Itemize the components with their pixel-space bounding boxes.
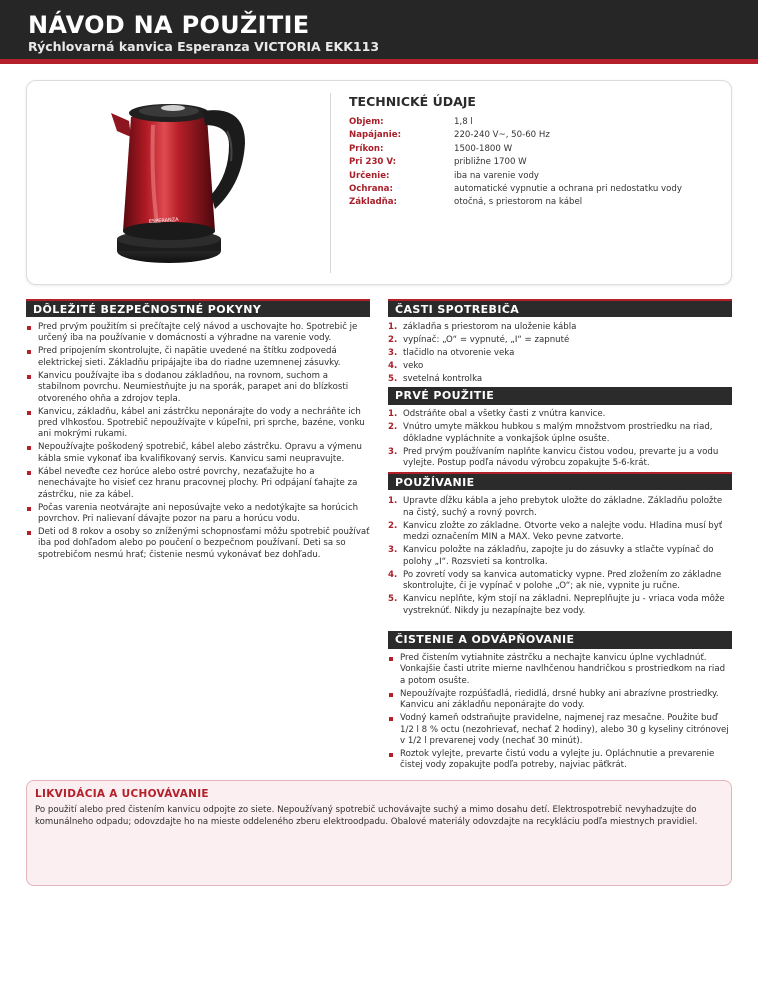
item-text: základňa s priestorom na uloženie kábla xyxy=(403,322,577,332)
cleaning-section-heading: ČISTENIE A ODVÁPŇOVANIE xyxy=(388,631,732,649)
item-text: Odstráňte obal a všetky časti z vnútra kanvice. xyxy=(403,409,606,419)
header-accent-stripe xyxy=(0,59,758,64)
list-item xyxy=(388,521,732,544)
list-item xyxy=(388,348,732,360)
item-number: 5. xyxy=(388,594,398,605)
item-text: vypínač: „O“ = vypnuté, „I“ = zapnuté xyxy=(403,334,570,345)
list-item: Pred pripojením skontrolujte, či napätie uvedené na štítku zodpovedá elektrickej sieti. Základňu pripájajte iba do riadne uzemnenej zásuvky. xyxy=(26,346,370,369)
item-number: 3. xyxy=(388,545,398,556)
list-item xyxy=(388,361,732,373)
item-number: 4. xyxy=(388,360,398,371)
list-item xyxy=(388,447,732,470)
spec-value: 1,8 l xyxy=(454,117,473,127)
spec-value: iba na varenie vody xyxy=(454,170,540,181)
spec-label: Určenie: xyxy=(349,170,390,181)
spec-label: Napájanie: xyxy=(349,130,402,141)
kettle-image xyxy=(107,91,257,271)
item-text: veko xyxy=(403,360,424,371)
item-text: Pred prvým používaním naplňte kanvicu čistou vodou, prevarte ju a vodu vylejte. Postup podľa návodu výrobcu zopakujte 5-6-krát. xyxy=(403,446,719,469)
list-item: Nepoužívajte rozpúšťadlá, riedidlá, drsné hubky ani abrazívne prostriedky. Kanvicu ani základňu neponárajte do vody. xyxy=(388,689,732,712)
spec-label: Objem: xyxy=(349,117,384,127)
kettle-illustration xyxy=(107,91,257,271)
parts-section-heading: ČASTI SPOTREBIČA xyxy=(388,299,732,317)
spec-label: Základňa: xyxy=(349,197,397,208)
safety-list xyxy=(26,322,370,563)
list-item: Kanvicu, základňu, kábel ani zástrčku neponárajte do vody a nechráňte ich pred vlhkosťou. Spotrebič nepoužívajte v kúpeľni, pri sprche, bazéne, vonku ani mokrými rukami. xyxy=(26,407,370,441)
item-text: Vnútro umyte mäkkou hubkou s malým množstvom prostriedku na riad, dôkladne vypláchnite a vonkajšok úplne osušte. xyxy=(403,421,713,444)
list-item: Roztok vylejte, prevarte čistú vodu a vylejte ju. Opláchnutie a prevarenie čistej vody zopakujte podľa potreby, najviac päťkrát. xyxy=(388,749,732,772)
list-item xyxy=(388,335,732,347)
list-item: Pred prvým použitím si prečítajte celý návod a uschovajte ho. Spotrebič je určený iba na používanie v domácnosti a výhradne na varenie vody. xyxy=(26,322,370,345)
list-item xyxy=(388,322,732,334)
spec-value: 220-240 V~, 50-60 Hz xyxy=(454,130,550,141)
usage-list xyxy=(388,496,732,619)
spec-value: automatické vypnutie a ochrana pri nedostatku vody xyxy=(454,183,682,194)
list-item xyxy=(388,496,732,519)
list-item: Vodný kameň odstraňujte pravidelne, najmenej raz mesačne. Použite buď 1/2 l 8 % octu (nezohrievať, nechať 2 hodiny), alebo 30 g kyseliny citrónovej v 1/2 l prevarenej vody (nechať 30 minút). xyxy=(388,713,732,747)
spec-value: otočná, s priestorom na kábel xyxy=(454,197,583,208)
item-number: 3. xyxy=(388,347,398,358)
item-text: Kanvicu položte na základňu, zapojte ju do zásuvky a stlačte vypínač do polohy „I“. Rozsvieti sa kontrolka. xyxy=(403,545,714,567)
list-item: Nepoužívajte poškodený spotrebič, kábel alebo zástrčku. Opravu a výmenu kábla smie vykonať iba kvalifikovaný servis. Kanvicu sami neupravujte. xyxy=(26,442,370,465)
list-item xyxy=(388,545,732,568)
item-number: 1. xyxy=(388,409,398,419)
spec-value: približne 1700 W xyxy=(454,157,527,168)
list-item xyxy=(388,594,732,617)
list-item xyxy=(388,422,732,445)
item-number: 4. xyxy=(388,569,398,580)
item-text: svetelná kontrolka xyxy=(403,373,483,384)
list-item: Počas varenia neotvárajte ani neposúvajte veko a nedotýkajte sa horúcich povrchov. Pri nalievaní dávajte pozor na paru a horúcu vodu. xyxy=(26,503,370,526)
spec-label: Príkon: xyxy=(349,143,384,154)
disposal-text: Po použití alebo pred čistením kanvicu odpojte zo siete. Nepoužívaný spotrebič uchovávajte suchý a mimo dosahu detí. Elektrospotrebič nevyhadzujte do komunálneho odpadu; odovzdajte ho na mieste oddeleného zberu elektroodpadu. Obalové materiály odovzdajte na recykláciu podľa miestnych pravidiel. xyxy=(35,805,698,827)
first-use-list xyxy=(388,409,732,471)
item-text: Upravte dĺžku kábla a jeho prebytok uložte do základne. Základňu položte na čistý, suchý a rovný povrch. xyxy=(403,496,723,518)
cleaning-list xyxy=(388,653,732,773)
item-text: Kanvicu neplňte, kým stojí na základni. Nepreplňujte ju - vriaca voda môže vystreknúť. Nikdy ju nezapínajte bez vody. xyxy=(403,594,725,616)
item-number: 2. xyxy=(388,421,398,432)
item-number: 3. xyxy=(388,446,398,457)
spec-label: Ochrana: xyxy=(349,183,393,194)
item-text: Kanvicu zložte zo základne. Otvorte veko a nalejte vodu. Hladina musí byť medzi označením MIN a MAX. Veko pevne zatvorte. xyxy=(403,520,723,543)
list-item xyxy=(388,570,732,593)
spec-value: 1500-1800 W xyxy=(454,143,513,154)
disposal-box xyxy=(26,780,732,886)
item-number: 1. xyxy=(388,496,398,506)
kettle-brand-mark: ESPERANZA xyxy=(148,216,179,225)
page-subtitle: Rýchlovarná kanvica Esperanza VICTORIA EKK113 xyxy=(28,39,380,54)
list-item xyxy=(388,409,732,421)
item-text: tlačidlo na otvorenie veka xyxy=(403,347,515,358)
list-item xyxy=(388,374,732,386)
item-number: 2. xyxy=(388,334,398,345)
item-number: 2. xyxy=(388,520,398,531)
safety-section-heading: DÔLEŽITÉ BEZPEČNOSTNÉ POKYNY xyxy=(26,299,370,317)
item-text: Po zovretí vody sa kanvica automaticky vypne. Pred zložením zo základne skontrolujte, či je vypínač v polohe „O“; ak nie, vypnite ju ručne. xyxy=(403,569,722,592)
list-item: Pred čistením vytiahnite zástrčku a nechajte kanvicu úplne vychladnúť. Vonkajšie časti utrite mierne navlhčenou handričkou s prostriedkom na riad a potom osušte. xyxy=(388,653,732,687)
item-number: 5. xyxy=(388,373,398,384)
usage-section-heading: POUŽÍVANIE xyxy=(388,472,732,490)
disposal-title: LIKVIDÁCIA A UCHOVÁVANIE xyxy=(35,788,209,800)
spec-title: TECHNICKÉ ÚDAJE xyxy=(349,94,476,109)
page-title: NÁVOD NA POUŽITIE xyxy=(28,11,310,39)
spec-card xyxy=(26,80,732,285)
list-item: Kanvicu používajte iba s dodanou základňou, na rovnom, suchom a stabilnom povrchu. Neumiestňujte ju na sporák, parapet ani do blízkosti otvoreného ohňa a zdrojov tepla. xyxy=(26,371,370,405)
spec-label: Pri 230 V: xyxy=(349,157,397,168)
item-number: 1. xyxy=(388,322,398,332)
list-item: Deti od 8 rokov a osoby so zníženými schopnosťami môžu spotrebič používať iba pod dohľadom alebo po poučení o bezpečnom používaní. Deti sa so spotrebičom nesmú hrať; čistenie nesmú vykonávať bez dohľadu. xyxy=(26,527,370,561)
first-use-section-heading: PRVÉ POUŽITIE xyxy=(388,387,732,405)
list-item: Kábel neveďte cez horúce alebo ostré povrchy, nezaťažujte ho a nenechávajte ho visieť cez hranu pracovnej plochy. Pri odpájaní ťahajte za zástrčku, nie za kábel. xyxy=(26,467,370,501)
spec-divider xyxy=(330,93,331,273)
parts-list xyxy=(388,322,732,387)
